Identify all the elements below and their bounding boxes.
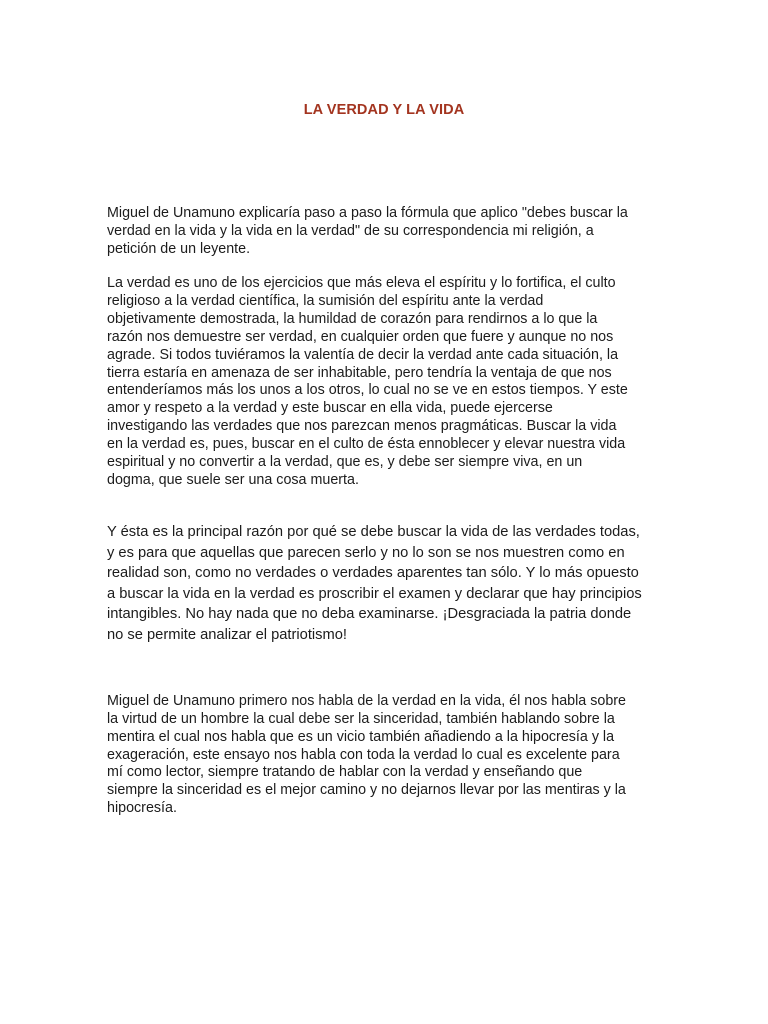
text-line: a buscar la vida en la verdad es proscribir el examen y declarar que hay principios — [107, 585, 642, 602]
text-line: Y ésta es la principal razón por qué se debe buscar la vida de las verdades todas, — [107, 524, 640, 540]
paragraph-3 — [107, 522, 707, 646]
text-line: entenderíamos más los unos a los otros, lo cual no se ve en estos tiempos. Y este — [107, 382, 628, 399]
text-line: la virtud de un hombre la cual debe ser la sinceridad, también hablando sobre la — [107, 710, 615, 727]
paragraph-2 — [107, 275, 707, 490]
text-line: La verdad es uno de los ejercicios que más eleva el espíritu y lo fortifica, el culto — [107, 275, 616, 291]
paragraph-1 — [107, 204, 707, 258]
text-line: espiritual y no convertir a la verdad, que es, y debe ser siempre viva, en un — [107, 454, 583, 471]
text-line: Miguel de Unamuno explicaría paso a paso la fórmula que aplico "debes buscar la — [107, 205, 628, 221]
text-line: tierra estaría en amenaza de ser inhabitable, pero tendría la ventaja de que nos — [107, 364, 612, 381]
text-line: religioso a la verdad científica, la sumisión del espíritu ante la verdad — [107, 292, 544, 309]
page-title: LA VERDAD Y LA VIDA — [303, 102, 465, 118]
text-line: realidad son, como no verdades o verdades aparentes tan sólo. Y lo más opuesto — [107, 565, 639, 582]
paragraph-4 — [107, 693, 707, 818]
text-line: razón nos demuestre ser verdad, en cualquier orden que fuere y aunque no nos — [107, 328, 614, 345]
text-line: intangibles. No hay nada que no deba examinarse. ¡Desgraciada la patria donde — [107, 606, 632, 623]
text-line: Miguel de Unamuno primero nos habla de la verdad en la vida, él nos habla sobre — [107, 693, 626, 709]
text-line: petición de un leyente. — [107, 241, 251, 257]
text-line: objetivamente demostrada, la humildad de corazón para rendirnos a lo que la — [107, 310, 598, 327]
text-line: investigando las verdades que nos parezcan menos pragmáticas. Buscar la vida — [107, 418, 617, 435]
text-line: en la verdad es, pues, buscar en el culto de ésta ennoblecer y elevar nuestra vida — [107, 436, 626, 453]
text-line: exageración, este ensayo nos habla con toda la verdad lo cual es excelente para — [107, 746, 620, 763]
text-line: siempre la sinceridad es el mejor camino y no dejarnos llevar por las mentiras y la — [107, 782, 626, 799]
text-line: verdad en la vida y la vida en la verdad" de su correspondencia mi religión, a — [107, 223, 594, 239]
text-line: hipocresía. — [107, 800, 177, 817]
text-line: dogma, que suele ser una cosa muerta. — [107, 471, 359, 488]
text-line: agrade. Si todos tuviéramos la valentía de decir la verdad ante cada situación, la — [107, 346, 619, 363]
text-line: mí como lector, siempre tratando de hablar con la verdad y enseñando que — [107, 764, 583, 781]
text-line: mentira el cual nos habla que es un vicio también añadiendo a la hipocresía y la — [107, 728, 615, 745]
text-line: no se permite analizar el patriotismo! — [107, 626, 348, 643]
text-line: y es para que aquellas que parecen serlo y no lo son se nos muestren como en — [107, 544, 625, 561]
text-line: amor y respeto a la verdad y este buscar en ella vida, puede ejercerse — [107, 400, 553, 417]
